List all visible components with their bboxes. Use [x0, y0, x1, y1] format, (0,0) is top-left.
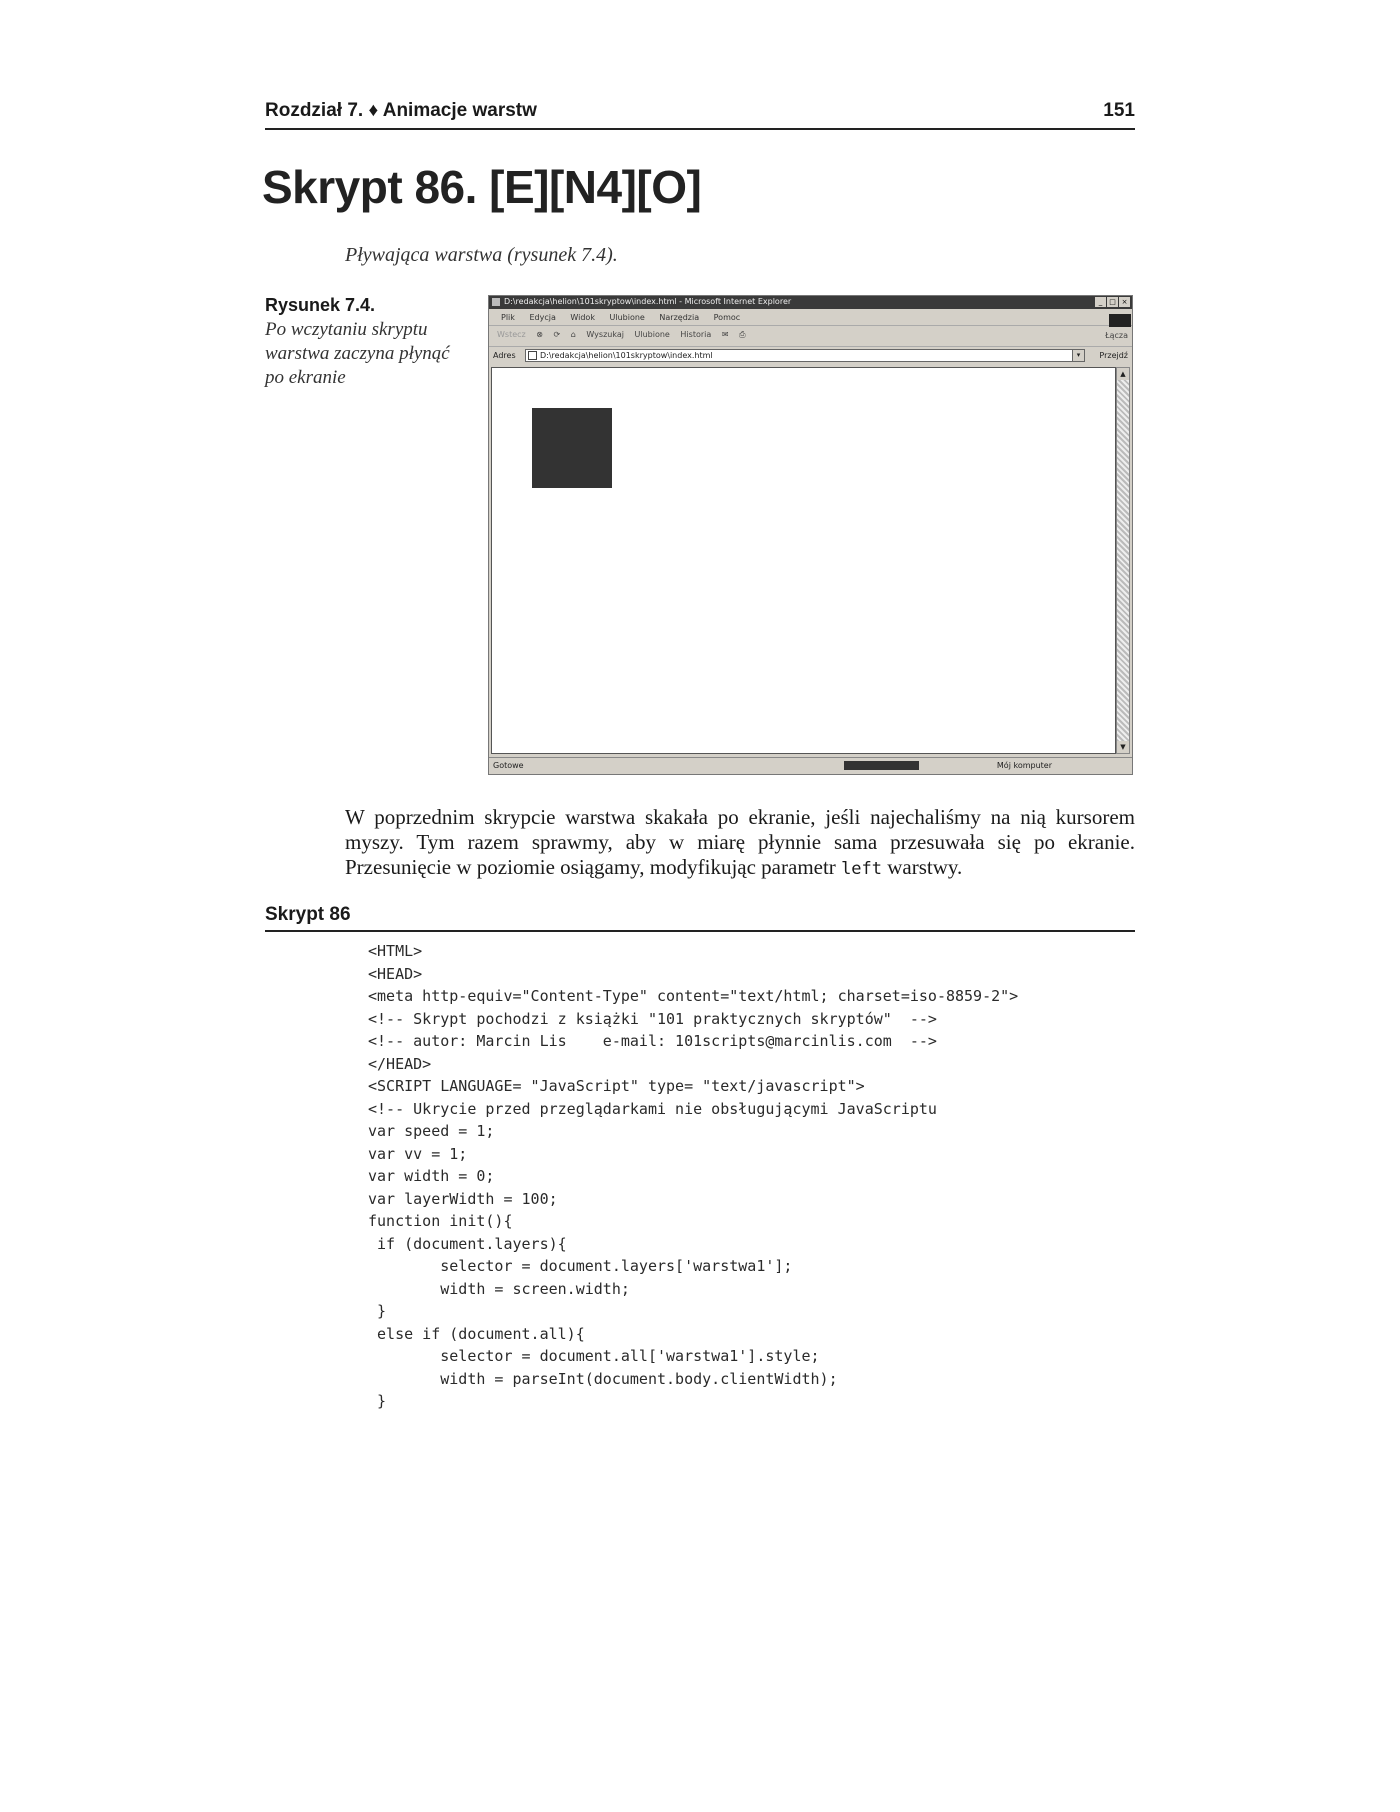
browser-addressbar	[489, 347, 1132, 365]
figure-caption	[265, 295, 455, 390]
chevron-down-icon: ▾	[1072, 350, 1084, 361]
window-buttons	[1094, 297, 1130, 307]
favorites-button: Ulubione	[634, 330, 670, 339]
script-title: Skrypt 86. [E][N4][O]	[262, 161, 702, 213]
browser-menubar	[489, 310, 1132, 326]
progress-indicator	[844, 761, 919, 770]
zone-text: Mój komputer	[996, 761, 1052, 770]
scroll-down-icon: ▼	[1117, 741, 1129, 753]
go-button: Przejdź	[1099, 351, 1128, 360]
address-label: Adres	[493, 351, 516, 360]
page-number: 151	[1103, 100, 1135, 121]
links-label: Łącza	[1105, 331, 1128, 340]
body-paragraph	[345, 805, 1135, 882]
menu-favorites: Ulubione	[609, 313, 645, 322]
menu-help: Pomoc	[713, 313, 741, 322]
floating-layer	[532, 408, 612, 488]
browser-statusbar	[489, 757, 1132, 774]
script-subtitle: Pływająca warstwa (rysunek 7.4).	[345, 244, 618, 266]
address-field	[525, 349, 1085, 362]
browser-titlebar	[489, 296, 1132, 309]
minimize-icon: _	[1095, 297, 1106, 307]
code-listing: <HTML> <HEAD> <meta http-equiv="Content-Type" content="text/html; charset=iso-8859-2"> <!-- Skrypt pochodzi z książki "101 praktycznych skryptów" --> <!-- autor: Marcin Lis e-mail: 101scripts@marcinlis.com --> </HEAD> <SCRIPT LANGUAGE= "JavaScript" type= "text/javascript"> <!-- Ukrycie przed przeglądarkami nie obsługującymi JavaScriptu var speed = 1; var vv = 1; var width = 0; var layerWidth = 100; function init(){ if (document.layers){ selector = document.layers['warstwa1']; width = screen.width; } else if (document.all){ selector = document.all['warstwa1'].style; width = parseInt(document.body.clientWidth); }	[368, 942, 1019, 1410]
print-icon: ⎙	[739, 330, 746, 339]
home-icon: ⌂	[570, 330, 576, 339]
search-button: Wyszukaj	[586, 330, 624, 339]
paragraph-text-after: warstwy.	[882, 855, 963, 879]
browser-title: D:\redakcja\helion\101skryptow\index.html - Microsoft Internet Explorer	[504, 297, 792, 306]
menu-tools: Narzędzia	[659, 313, 700, 322]
maximize-icon: □	[1107, 297, 1118, 307]
chapter-title: Rozdział 7. ♦ Animacje warstw	[265, 100, 537, 121]
inline-code: left	[841, 859, 883, 879]
history-button: Historia	[680, 330, 712, 339]
scroll-up-icon: ▲	[1117, 368, 1129, 380]
mail-icon: ✉	[721, 330, 729, 339]
running-header	[265, 98, 1135, 130]
figure-label: Rysunek 7.4.	[265, 295, 376, 315]
menu-file: Plik	[501, 313, 515, 322]
menu-view: Widok	[570, 313, 595, 322]
browser-scrollbar	[1116, 367, 1130, 754]
page-icon	[528, 351, 537, 360]
address-value: D:\redakcja\helion\101skryptow\index.html	[540, 351, 713, 360]
ie-icon	[492, 298, 500, 306]
browser-toolbar	[489, 326, 1132, 347]
paragraph-text-before: W poprzednim skrypcie warstwa skakała po ekranie, jeśli najechaliśmy na nią kursorem myszy. Tym razem sprawmy, aby w miarę płynnie sama przesuwała się po ekranie. Przesunięcie w poziomie osiągamy, modyfikując parametr	[345, 805, 1135, 879]
close-icon: ×	[1119, 297, 1130, 307]
status-text: Gotowe	[493, 761, 524, 770]
menu-edit: Edycja	[529, 313, 556, 322]
figure-caption-text: Po wczytaniu skryptu warstwa zaczyna płynąć po ekranie	[265, 319, 450, 388]
back-button: Wstecz	[497, 330, 526, 339]
stop-icon: ⊗	[536, 330, 543, 339]
refresh-icon: ⟳	[553, 330, 561, 339]
listing-header	[265, 904, 1135, 932]
listing-label: Skrypt 86	[265, 904, 351, 925]
browser-screenshot	[488, 295, 1133, 775]
browser-viewport	[491, 367, 1116, 754]
